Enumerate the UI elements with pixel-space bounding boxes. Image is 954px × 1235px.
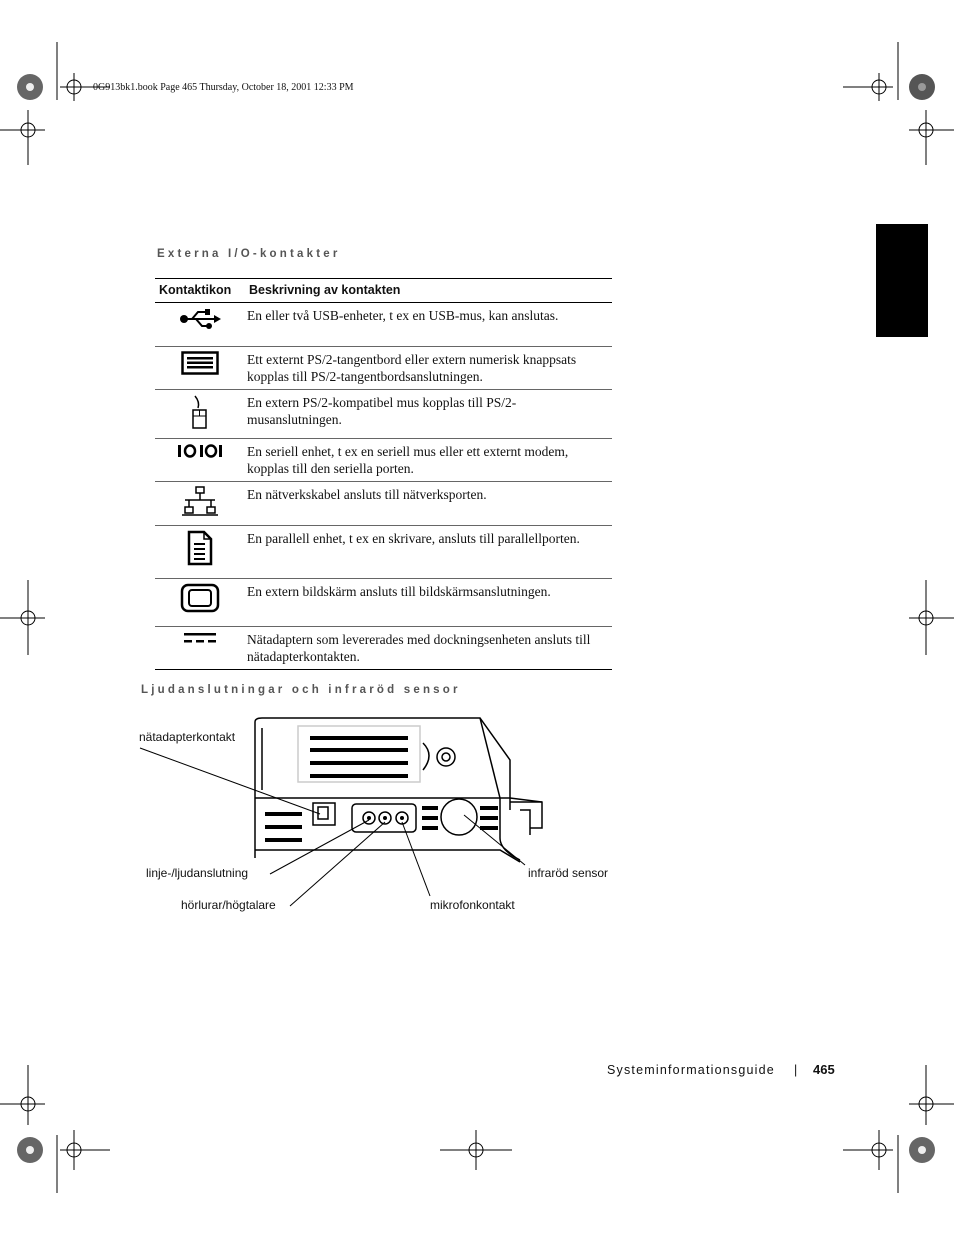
page-number: 465 — [813, 1062, 835, 1077]
print-header: 0G913bk1.book Page 465 Thursday, October 18, 2001 12:33 PM — [93, 82, 354, 93]
chapter-tab — [876, 224, 928, 337]
row-description: En seriell enhet, t ex en seriell mus eller ett externt modem, kopplas till den seriella porten. — [245, 439, 612, 482]
mouse-icon — [155, 390, 245, 439]
callout-ac-adapter: nätadapterkontakt — [139, 730, 236, 744]
section-title-io: Externa I/O-kontakter — [157, 248, 341, 260]
table-row — [155, 482, 612, 526]
footer-guide-title: Systeminformationsguide — [607, 1063, 775, 1077]
row-description: En extern bildskärm ansluts till bildskärmsanslutningen. — [245, 579, 612, 627]
table-row — [155, 439, 612, 482]
row-description: En eller två USB-enheter, t ex en USB-mus, kan anslutas. — [245, 303, 612, 347]
table-row — [155, 579, 612, 627]
network-icon — [155, 482, 245, 526]
callout-microphone: mikrofonkontakt — [430, 898, 515, 912]
section-title-audio: Ljudanslutningar och infraröd sensor — [141, 684, 461, 696]
parallel-icon — [155, 526, 245, 579]
callout-headphones: hörlurar/högtalare — [181, 898, 276, 912]
row-description: Ett externt PS/2-tangentbord eller extern numerisk knappsats kopplas till PS/2-tangentbordsanslutningen. — [245, 347, 612, 390]
row-description: En parallell enhet, t ex en skrivare, ansluts till parallellporten. — [245, 526, 612, 579]
row-description: Nätadaptern som levererades med dockningsenheten ansluts till nätadapterkontakten. — [245, 627, 612, 670]
table-row — [155, 627, 612, 670]
table-row — [155, 390, 612, 439]
serial-icon — [155, 439, 245, 482]
callout-infrared: infraröd sensor — [528, 866, 609, 880]
row-description: En nätverkskabel ansluts till nätverksporten. — [245, 482, 612, 526]
callout-line-in: linje-/ljudanslutning — [146, 866, 249, 880]
row-description: En extern PS/2-kompatibel mus kopplas till PS/2-musanslutningen. — [245, 390, 612, 439]
dc-power-icon — [155, 627, 245, 670]
table-row — [155, 347, 612, 390]
io-connectors-table — [155, 278, 612, 670]
table-row — [155, 303, 612, 347]
column-header-icon: Kontaktikon — [155, 279, 245, 303]
keyboard-icon — [155, 347, 245, 390]
usb-icon — [155, 303, 245, 347]
column-header-description: Beskrivning av kontakten — [245, 279, 612, 303]
footer-separator: | — [794, 1063, 799, 1077]
table-row — [155, 526, 612, 579]
monitor-icon — [155, 579, 245, 627]
table-header-row — [155, 279, 612, 303]
